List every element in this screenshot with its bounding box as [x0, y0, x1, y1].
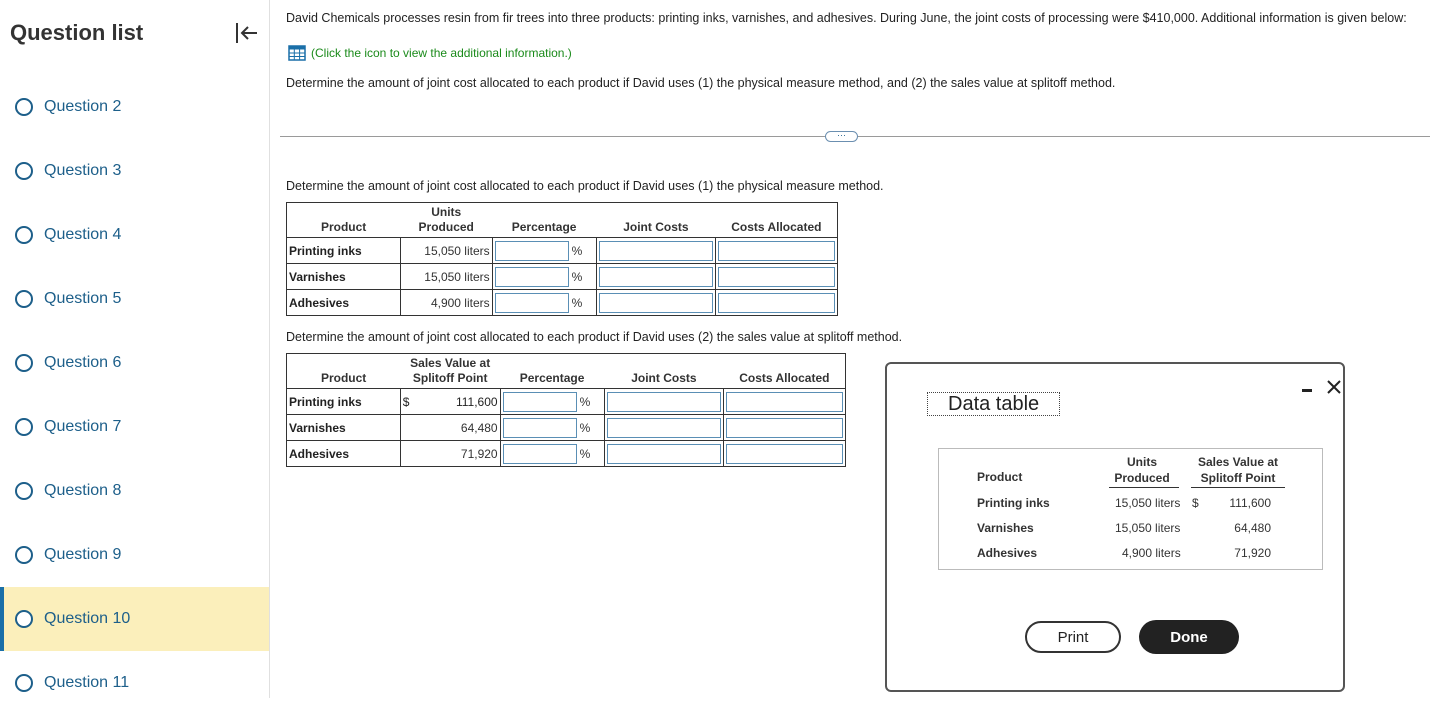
- radio-icon: [15, 162, 33, 180]
- costs-allocated-input[interactable]: [726, 444, 843, 464]
- units-cell: 15,050 liters: [400, 238, 492, 264]
- col-header-product: Product: [287, 203, 401, 238]
- sidebar-item-label: Question 3: [44, 162, 122, 179]
- product-cell: Printing inks: [287, 389, 401, 415]
- col-header-costs-allocated: Costs Allocated: [716, 203, 838, 238]
- sidebar-item-question-11[interactable]: [0, 651, 269, 715]
- dt-units-cell: 15,050 liters: [1115, 496, 1181, 510]
- percentage-input[interactable]: [495, 241, 569, 261]
- table-row: [287, 389, 846, 415]
- sidebar-item-label: Question 7: [44, 418, 122, 435]
- dt-header-units: Units Produced: [1114, 455, 1170, 485]
- costs-allocated-input[interactable]: [718, 241, 835, 261]
- sidebar-item-question-2[interactable]: [0, 75, 269, 139]
- radio-icon: [15, 610, 33, 628]
- col-header-costs-allocated: Costs Allocated: [724, 354, 846, 389]
- col-header-product: Product: [287, 354, 401, 389]
- currency-symbol: $: [402, 394, 410, 409]
- dt-product-cell: Varnishes: [977, 521, 1034, 535]
- sidebar-item-question-6[interactable]: [0, 331, 269, 395]
- dt-header-underline: [1109, 487, 1179, 488]
- physical-measure-table: [286, 202, 838, 316]
- sidebar-item-question-3[interactable]: [0, 139, 269, 203]
- sidebar-item-label: Question 6: [44, 354, 122, 371]
- percent-symbol: %: [571, 269, 583, 284]
- joint-costs-input[interactable]: [607, 418, 722, 438]
- radio-icon: [15, 482, 33, 500]
- additional-info-link[interactable]: [288, 45, 572, 61]
- costs-allocated-input[interactable]: [726, 392, 843, 412]
- sidebar-item-label: Question 8: [44, 482, 122, 499]
- sales-cell: 71,920: [400, 441, 500, 467]
- problem-intro: David Chemicals processes resin from fir trees into three products: printing inks, varnishes, and adhesives. During June, the joint costs of processing were $410,000. Additional information is given below:: [286, 11, 1407, 25]
- sidebar-title: Question list: [10, 20, 144, 45]
- joint-costs-input[interactable]: [599, 293, 714, 313]
- sidebar-item-label: Question 5: [44, 290, 122, 307]
- percentage-input[interactable]: [503, 392, 577, 412]
- sidebar-item-label: Question 10: [44, 610, 131, 627]
- joint-costs-input[interactable]: [599, 267, 714, 287]
- close-icon[interactable]: [1327, 380, 1341, 394]
- percent-symbol: %: [579, 420, 591, 435]
- percentage-input[interactable]: [495, 293, 569, 313]
- question-text: Determine the amount of joint cost allocated to each product if David uses (1) the physical measure method, and (2) the sales value at splitoff method.: [286, 76, 1116, 90]
- dt-sales-cell: 111,600: [1229, 496, 1271, 510]
- dt-header-product: Product: [977, 470, 1023, 484]
- costs-allocated-input[interactable]: [718, 267, 835, 287]
- product-cell: Adhesives: [287, 441, 401, 467]
- product-cell: Varnishes: [287, 415, 401, 441]
- sidebar-item-label: Question 9: [44, 546, 122, 563]
- percent-symbol: %: [579, 394, 591, 409]
- joint-costs-input[interactable]: [607, 392, 722, 412]
- sales-cell: 64,480: [400, 415, 500, 441]
- dt-currency-symbol: $: [1192, 496, 1199, 510]
- part1-question: Determine the amount of joint cost allocated to each product if David uses (1) the physical measure method.: [286, 179, 884, 193]
- percent-symbol: %: [571, 295, 583, 310]
- sidebar-item-question-4[interactable]: [0, 203, 269, 267]
- collapse-sidebar-icon[interactable]: [233, 20, 259, 46]
- radio-icon: [15, 418, 33, 436]
- percentage-input[interactable]: [495, 267, 569, 287]
- col-header-percentage: Percentage: [492, 203, 596, 238]
- radio-icon: [15, 226, 33, 244]
- sales-value-table: [286, 353, 846, 467]
- table-row: [287, 441, 846, 467]
- percent-symbol: %: [579, 446, 591, 461]
- table-row: [287, 290, 838, 316]
- dt-header-underline: [1191, 487, 1285, 488]
- product-cell: Printing inks: [287, 238, 401, 264]
- radio-icon: [15, 546, 33, 564]
- radio-icon: [15, 98, 33, 116]
- sidebar-item-question-10[interactable]: [0, 587, 269, 651]
- costs-allocated-input[interactable]: [718, 293, 835, 313]
- done-button[interactable]: Done: [1139, 620, 1239, 654]
- dt-product-cell: Printing inks: [977, 496, 1050, 510]
- sales-cell: $ 111,600: [400, 389, 500, 415]
- sidebar-item-question-5[interactable]: [0, 267, 269, 331]
- sidebar-item-question-9[interactable]: [0, 523, 269, 587]
- expand-more-button[interactable]: ···: [825, 131, 858, 142]
- sidebar-item-label: Question 4: [44, 226, 122, 243]
- sidebar-item-label: Question 2: [44, 98, 122, 115]
- dt-units-cell: 4,900 liters: [1122, 546, 1181, 560]
- joint-costs-input[interactable]: [607, 444, 722, 464]
- table-row: [287, 238, 838, 264]
- table-grid-icon[interactable]: [288, 45, 306, 61]
- radio-icon: [15, 354, 33, 372]
- product-cell: Adhesives: [287, 290, 401, 316]
- costs-allocated-input[interactable]: [726, 418, 843, 438]
- dt-units-cell: 15,050 liters: [1115, 521, 1181, 535]
- percentage-input[interactable]: [503, 418, 577, 438]
- radio-icon: [15, 674, 33, 692]
- sidebar-item-question-7[interactable]: [0, 395, 269, 459]
- col-header-joint-costs: Joint Costs: [596, 203, 716, 238]
- data-table: [938, 448, 1323, 570]
- joint-costs-input[interactable]: [599, 241, 714, 261]
- units-cell: 15,050 liters: [400, 264, 492, 290]
- sidebar-item-question-8[interactable]: [0, 459, 269, 523]
- col-header-joint-costs: Joint Costs: [604, 354, 724, 389]
- percent-symbol: %: [571, 243, 583, 258]
- dt-sales-cell: 71,920: [1234, 546, 1271, 560]
- question-list-sidebar: [0, 0, 270, 698]
- radio-icon: [15, 290, 33, 308]
- col-header-units: Units Produced: [400, 203, 492, 238]
- col-header-sales-value: Sales Value at Splitoff Point: [400, 354, 500, 389]
- units-cell: 4,900 liters: [400, 290, 492, 316]
- print-button[interactable]: Print: [1025, 621, 1121, 653]
- col-header-percentage: Percentage: [500, 354, 604, 389]
- dt-product-cell: Adhesives: [977, 546, 1038, 560]
- dialog-title: Data table: [927, 392, 1060, 416]
- sidebar-item-label: Question 11: [44, 674, 130, 691]
- additional-info-text[interactable]: (Click the icon to view the additional information.): [311, 46, 572, 60]
- dt-sales-cell: 64,480: [1234, 521, 1271, 535]
- percentage-input[interactable]: [503, 444, 577, 464]
- product-cell: Varnishes: [287, 264, 401, 290]
- data-table-dialog: [885, 362, 1345, 692]
- dt-header-sales-value: Sales Value at Splitoff Point: [1197, 455, 1279, 485]
- table-row: [287, 415, 846, 441]
- table-row: [287, 264, 838, 290]
- part2-question: Determine the amount of joint cost allocated to each product if David uses (2) the sales value at splitoff method.: [286, 330, 903, 344]
- minimize-icon[interactable]: [1301, 380, 1315, 394]
